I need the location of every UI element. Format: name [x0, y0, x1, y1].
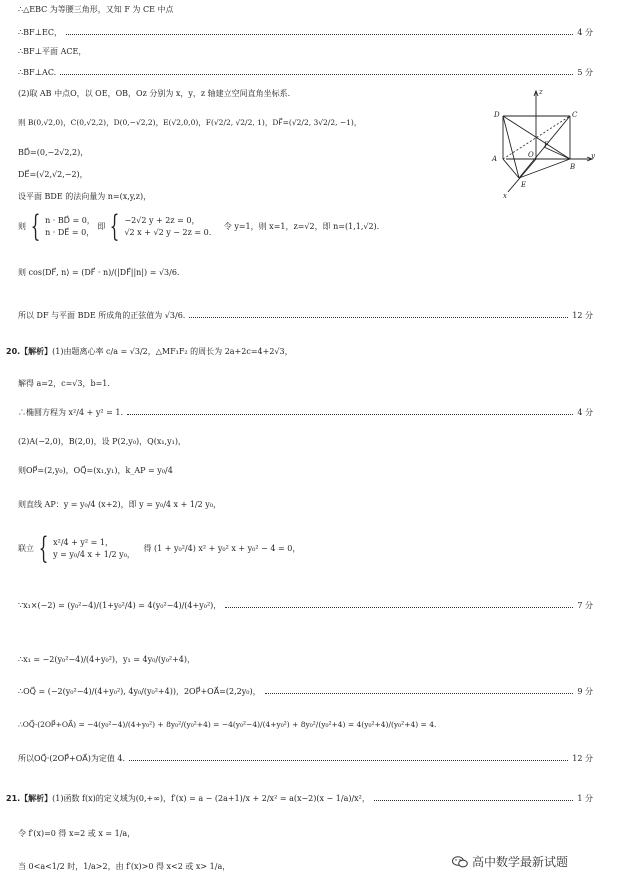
line: ∴BF⊥平面 ACE， [18, 47, 87, 56]
watermark [452, 853, 568, 870]
score-label: 12 分 [572, 310, 593, 320]
line: ∴△EBC 为等腰三角形，又知 F 为 CE 中点 [18, 5, 174, 14]
label-B: B [570, 163, 576, 171]
label-z: z [539, 88, 543, 96]
label-A: A [492, 155, 498, 163]
label-D: D [494, 111, 500, 119]
label-E: E [521, 181, 527, 189]
line: 令 f′(x)=0 得 x=2 或 x = 1/a， [18, 829, 136, 838]
geometry-figure [486, 86, 598, 206]
line: 所以 DF 与平面 BDE 所成角的正弦值为 √3/6. 12 分 [18, 310, 593, 320]
line: ∴BF⊥EC， 4 分 [18, 27, 593, 37]
line: 设平面 BDE 的法向量为 n=(x,y,z)， [18, 192, 152, 201]
score-label: 5 分 [577, 67, 593, 77]
line: DE⃗=(√2,√2,−2)， [18, 170, 88, 179]
question-number: 21.【解析】 [6, 793, 53, 803]
score-label: 4 分 [577, 27, 593, 37]
line: ∴OQ⃗·(2OP⃗+OA⃗) = −4(y₀²−4)/(4+y₀²) + 8y₀²/(y₀²+4) = −4(y₀²−4)/(4+y₀²) + 8y₀²/(y₀²+4) = 4(y₀²+4)/(y₀²+4) = 4. [18, 720, 437, 729]
line: 则OP⃗=(2,y₀)，OQ⃗=(x₁,y₁)，k_AP = y₀/4 [18, 466, 173, 475]
label-O: O [528, 151, 534, 159]
question-number: 20.【解析】 [6, 347, 53, 356]
label-x: x [503, 192, 507, 200]
line: 所以OQ⃗·(2OP⃗+OA⃗)为定值 4. 12 分 [18, 753, 593, 763]
score-label: 1 分 [577, 793, 593, 803]
watermark-text: 高中数学最新试题 [472, 855, 569, 869]
label-F: F [544, 141, 549, 149]
score-label: 9 分 [577, 686, 593, 696]
line: ∴椭圆方程为 x²/4 + y² = 1. 4 分 [18, 407, 593, 417]
score-label: 4 分 [577, 407, 593, 417]
edge-DB [503, 116, 570, 159]
line: 则直线 AP：y = y₀/4 (x+2)，即 y = y₀/4 x + 1/2 y₀， [18, 500, 221, 509]
line: 20.【解析】(1)由题离心率 c/a = √3/2，△MF₁F₂ 的周长为 2a+2c=4+2√3， [6, 347, 293, 356]
simultaneous-equations: 联立 { x²/4 + y² = 1， y = y₀/4 x + 1/2 y₀， 得 (1 + y₀²/4) x² + y₀² x + y₀² − 4 = 0， [18, 531, 301, 566]
line: BD⃗=(0,−2√2,2)， [18, 148, 89, 157]
normal-vector-system: 则 { n · BD⃗ = 0， n · DE⃗ = 0， 即 { −2√2 y + 2z = 0， √2 x + √2 y − 2z = 0. 令 y=1，则 x=1，z=√2，即 n=(1,1,√2). [18, 209, 380, 244]
line: (2)A(−2,0)，B(2,0)，设 P(2,y₀)，Q(x₁,y₁)， [18, 437, 186, 446]
line: ∴x₁ = −2(y₀²−4)/(4+y₀²)，y₁ = 4y₀/(y₀²+4)， [18, 655, 196, 664]
line: 21.【解析】 (1)函数 f(x)的定义域为(0,+∞)，f′(x) = a − (2a+1)/x + 2/x² = a(x−2)(x − 1/a)/x²， 1 分 [6, 793, 593, 803]
label-C: C [572, 111, 578, 119]
label-y: y [591, 152, 595, 160]
line: 则 B(0,√2,0)，C(0,√2,2)，D(0,−√2,2)，E(√2,0,0)，F(√2/2, √2/2, 1)，DF⃗=(√2/2, 3√2/2, −1)， [18, 118, 362, 127]
line: 解得 a=2，c=√3，b=1. [18, 379, 110, 388]
line: ∴OQ⃗ = (−2(y₀²−4)/(4+y₀²), 4y₀/(y₀²+4))，2OP⃗+OA⃗=(2,2y₀)， 9 分 [18, 686, 593, 696]
line: 则 cos⟨DF⃗, n⟩ = (DF⃗ · n)/(|DF⃗||n|) = √3/6. [18, 268, 180, 277]
line: 当 0<a<1/2 时，1/a>2，由 f′(x)>0 得 x<2 或 x> 1/a， [18, 862, 231, 871]
score-label: 7 分 [577, 600, 593, 610]
line: (2)取 AB 中点O，以 OE，OB，Oz 分别为 x，y，z 轴建立空间直角坐标系. [18, 89, 291, 98]
line: ∵x₁×(−2) = (y₀²−4)/(1+y₀²/4) = 4(y₀²−4)/(4+y₀²)， 7 分 [18, 600, 593, 610]
score-label: 12 分 [572, 753, 593, 763]
line: ∴BF⊥AC. 5 分 [18, 67, 593, 77]
wechat-icon [452, 856, 468, 868]
